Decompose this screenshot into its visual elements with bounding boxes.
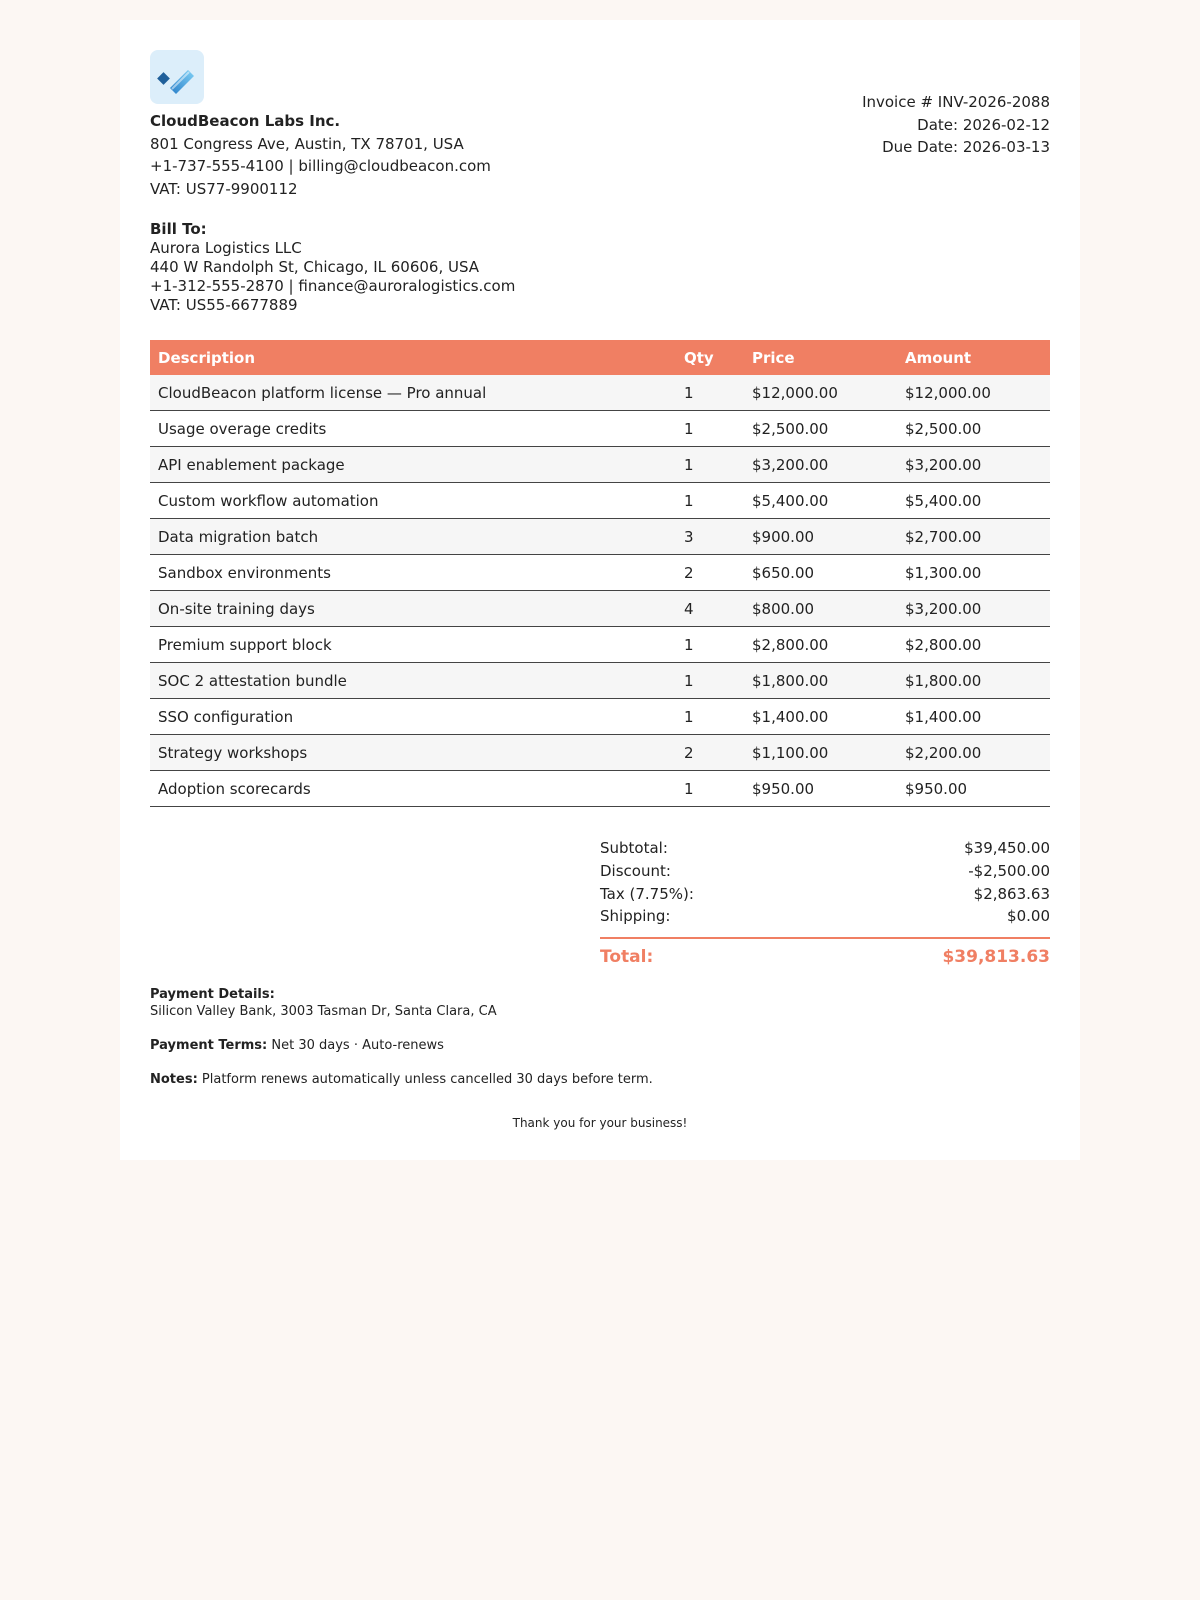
- header-description: Description: [150, 340, 676, 375]
- notes: [150, 1071, 1050, 1088]
- payment-terms-text: Net 30 days · Auto-renews: [271, 1038, 444, 1054]
- table-row: [150, 663, 1050, 699]
- table-row: [150, 591, 1050, 627]
- cell-amount: $3,200.00: [897, 591, 1050, 627]
- cell-description: Adoption scorecards: [150, 771, 676, 807]
- cell-price: $1,800.00: [744, 663, 897, 699]
- table-row: [150, 375, 1050, 411]
- invoice-footer: [150, 986, 1050, 1132]
- cell-price: $3,200.00: [744, 447, 897, 483]
- company-vat: VAT: US77-9900112: [150, 179, 298, 198]
- cell-qty: 3: [676, 519, 744, 555]
- cell-qty: 1: [676, 483, 744, 519]
- cell-qty: 1: [676, 771, 744, 807]
- cell-description: API enablement package: [150, 447, 676, 483]
- company-address: 801 Congress Ave, Austin, TX 78701, USA: [150, 134, 464, 153]
- header-price: Price: [744, 340, 897, 375]
- cell-price: $950.00: [744, 771, 897, 807]
- cell-description: Sandbox environments: [150, 555, 676, 591]
- cell-qty: 1: [676, 663, 744, 699]
- payment-details-text: Silicon Valley Bank, 3003 Tasman Dr, Santa Clara, CA: [150, 1004, 497, 1020]
- table-row: [150, 771, 1050, 807]
- bill-to-label: Bill To:: [150, 220, 207, 238]
- table-row: [150, 411, 1050, 447]
- shipping-row: [600, 905, 1050, 928]
- cell-qty: 2: [676, 555, 744, 591]
- header-amount: Amount: [897, 340, 1050, 375]
- cell-description: Usage overage credits: [150, 411, 676, 447]
- subtotal-value: $39,450.00: [964, 839, 1050, 857]
- cell-qty: 1: [676, 699, 744, 735]
- company-info: [150, 110, 491, 200]
- header-qty: Qty: [676, 340, 744, 375]
- invoice-due-date: Due Date: 2026-03-13: [882, 138, 1050, 156]
- bill-to-contact: +1-312-555-2870 | finance@auroralogistics.com: [150, 277, 516, 295]
- table-row: [150, 735, 1050, 771]
- invoice-meta: [862, 91, 1050, 159]
- company-contact: +1-737-555-4100 | billing@cloudbeacon.com: [150, 157, 491, 175]
- thank-you-message: Thank you for your business!: [512, 1116, 688, 1131]
- total-value: $39,813.63: [942, 947, 1050, 968]
- table-header-row: [150, 340, 1050, 375]
- cell-description: On-site training days: [150, 591, 676, 627]
- tax-row: [600, 883, 1050, 906]
- bill-to: [150, 220, 515, 315]
- cell-amount: $1,400.00: [897, 699, 1050, 735]
- payment-terms-label: Payment Terms:: [150, 1038, 268, 1054]
- cell-price: $900.00: [744, 519, 897, 555]
- cell-description: CloudBeacon platform license — Pro annual: [150, 375, 676, 411]
- cell-amount: $2,500.00: [897, 411, 1050, 447]
- subtotal-row: [600, 837, 1050, 860]
- tax-label: Tax (7.75%):: [600, 884, 694, 903]
- cell-amount: $2,800.00: [897, 627, 1050, 663]
- invoice-number: Invoice # INV-2026-2088: [862, 93, 1050, 111]
- checkmark-logo-icon: [150, 50, 204, 104]
- cell-description: SOC 2 attestation bundle: [150, 663, 676, 699]
- invoice-date: Date: 2026-02-12: [917, 115, 1050, 134]
- cell-price: $5,400.00: [744, 483, 897, 519]
- cell-price: $2,800.00: [744, 627, 897, 663]
- cell-qty: 1: [676, 447, 744, 483]
- cell-amount: $12,000.00: [897, 375, 1050, 411]
- cell-amount: $2,700.00: [897, 519, 1050, 555]
- table-row: [150, 699, 1050, 735]
- bill-to-name: Aurora Logistics LLC: [150, 239, 302, 257]
- cell-qty: 4: [676, 591, 744, 627]
- shipping-value: $0.00: [1007, 907, 1050, 926]
- cell-amount: $3,200.00: [897, 447, 1050, 483]
- cell-description: Strategy workshops: [150, 735, 676, 771]
- cell-description: Premium support block: [150, 627, 676, 663]
- total-label: Total:: [600, 947, 654, 968]
- cell-price: $2,500.00: [744, 411, 897, 447]
- cell-amount: $1,300.00: [897, 555, 1050, 591]
- invoice-sheet: [120, 20, 1080, 1160]
- cell-amount: $1,800.00: [897, 663, 1050, 699]
- bill-to-address: 440 W Randolph St, Chicago, IL 60606, USA: [150, 258, 480, 276]
- subtotal-label: Subtotal:: [600, 839, 668, 857]
- total-row: [600, 937, 1050, 969]
- cell-amount: $950.00: [897, 771, 1050, 807]
- table-row: [150, 627, 1050, 663]
- table-row: [150, 447, 1050, 483]
- cell-qty: 2: [676, 735, 744, 771]
- shipping-label: Shipping:: [600, 907, 671, 926]
- cell-qty: 1: [676, 627, 744, 663]
- table-row: [150, 483, 1050, 519]
- cell-price: $12,000.00: [744, 375, 897, 411]
- cell-amount: $2,200.00: [897, 735, 1050, 771]
- cell-qty: 1: [676, 411, 744, 447]
- table-row: [150, 555, 1050, 591]
- payment-terms: [150, 1037, 1050, 1054]
- payment-details-label: Payment Details:: [150, 987, 275, 1003]
- cell-description: Custom workflow automation: [150, 483, 676, 519]
- cell-price: $650.00: [744, 555, 897, 591]
- company-name: CloudBeacon Labs Inc.: [150, 112, 341, 130]
- cell-price: $1,400.00: [744, 699, 897, 735]
- cell-amount: $5,400.00: [897, 483, 1050, 519]
- cell-price: $1,100.00: [744, 735, 897, 771]
- discount-label: Discount:: [600, 861, 671, 880]
- table-row: [150, 519, 1050, 555]
- line-items-table: [150, 340, 1050, 807]
- cell-price: $800.00: [744, 591, 897, 627]
- invoice-header: [150, 50, 1050, 340]
- notes-text: Platform renews automatically unless cancelled 30 days before term.: [201, 1072, 653, 1088]
- payment-details: [150, 986, 1050, 1020]
- discount-row: [600, 860, 1050, 883]
- cell-qty: 1: [676, 375, 744, 411]
- cell-description: SSO configuration: [150, 699, 676, 735]
- discount-value: -$2,500.00: [968, 861, 1050, 880]
- bill-to-vat: VAT: US55-6677889: [150, 296, 298, 314]
- totals-block: [600, 837, 1050, 969]
- notes-label: Notes:: [150, 1072, 198, 1088]
- cell-description: Data migration batch: [150, 519, 676, 555]
- tax-value: $2,863.63: [973, 884, 1050, 903]
